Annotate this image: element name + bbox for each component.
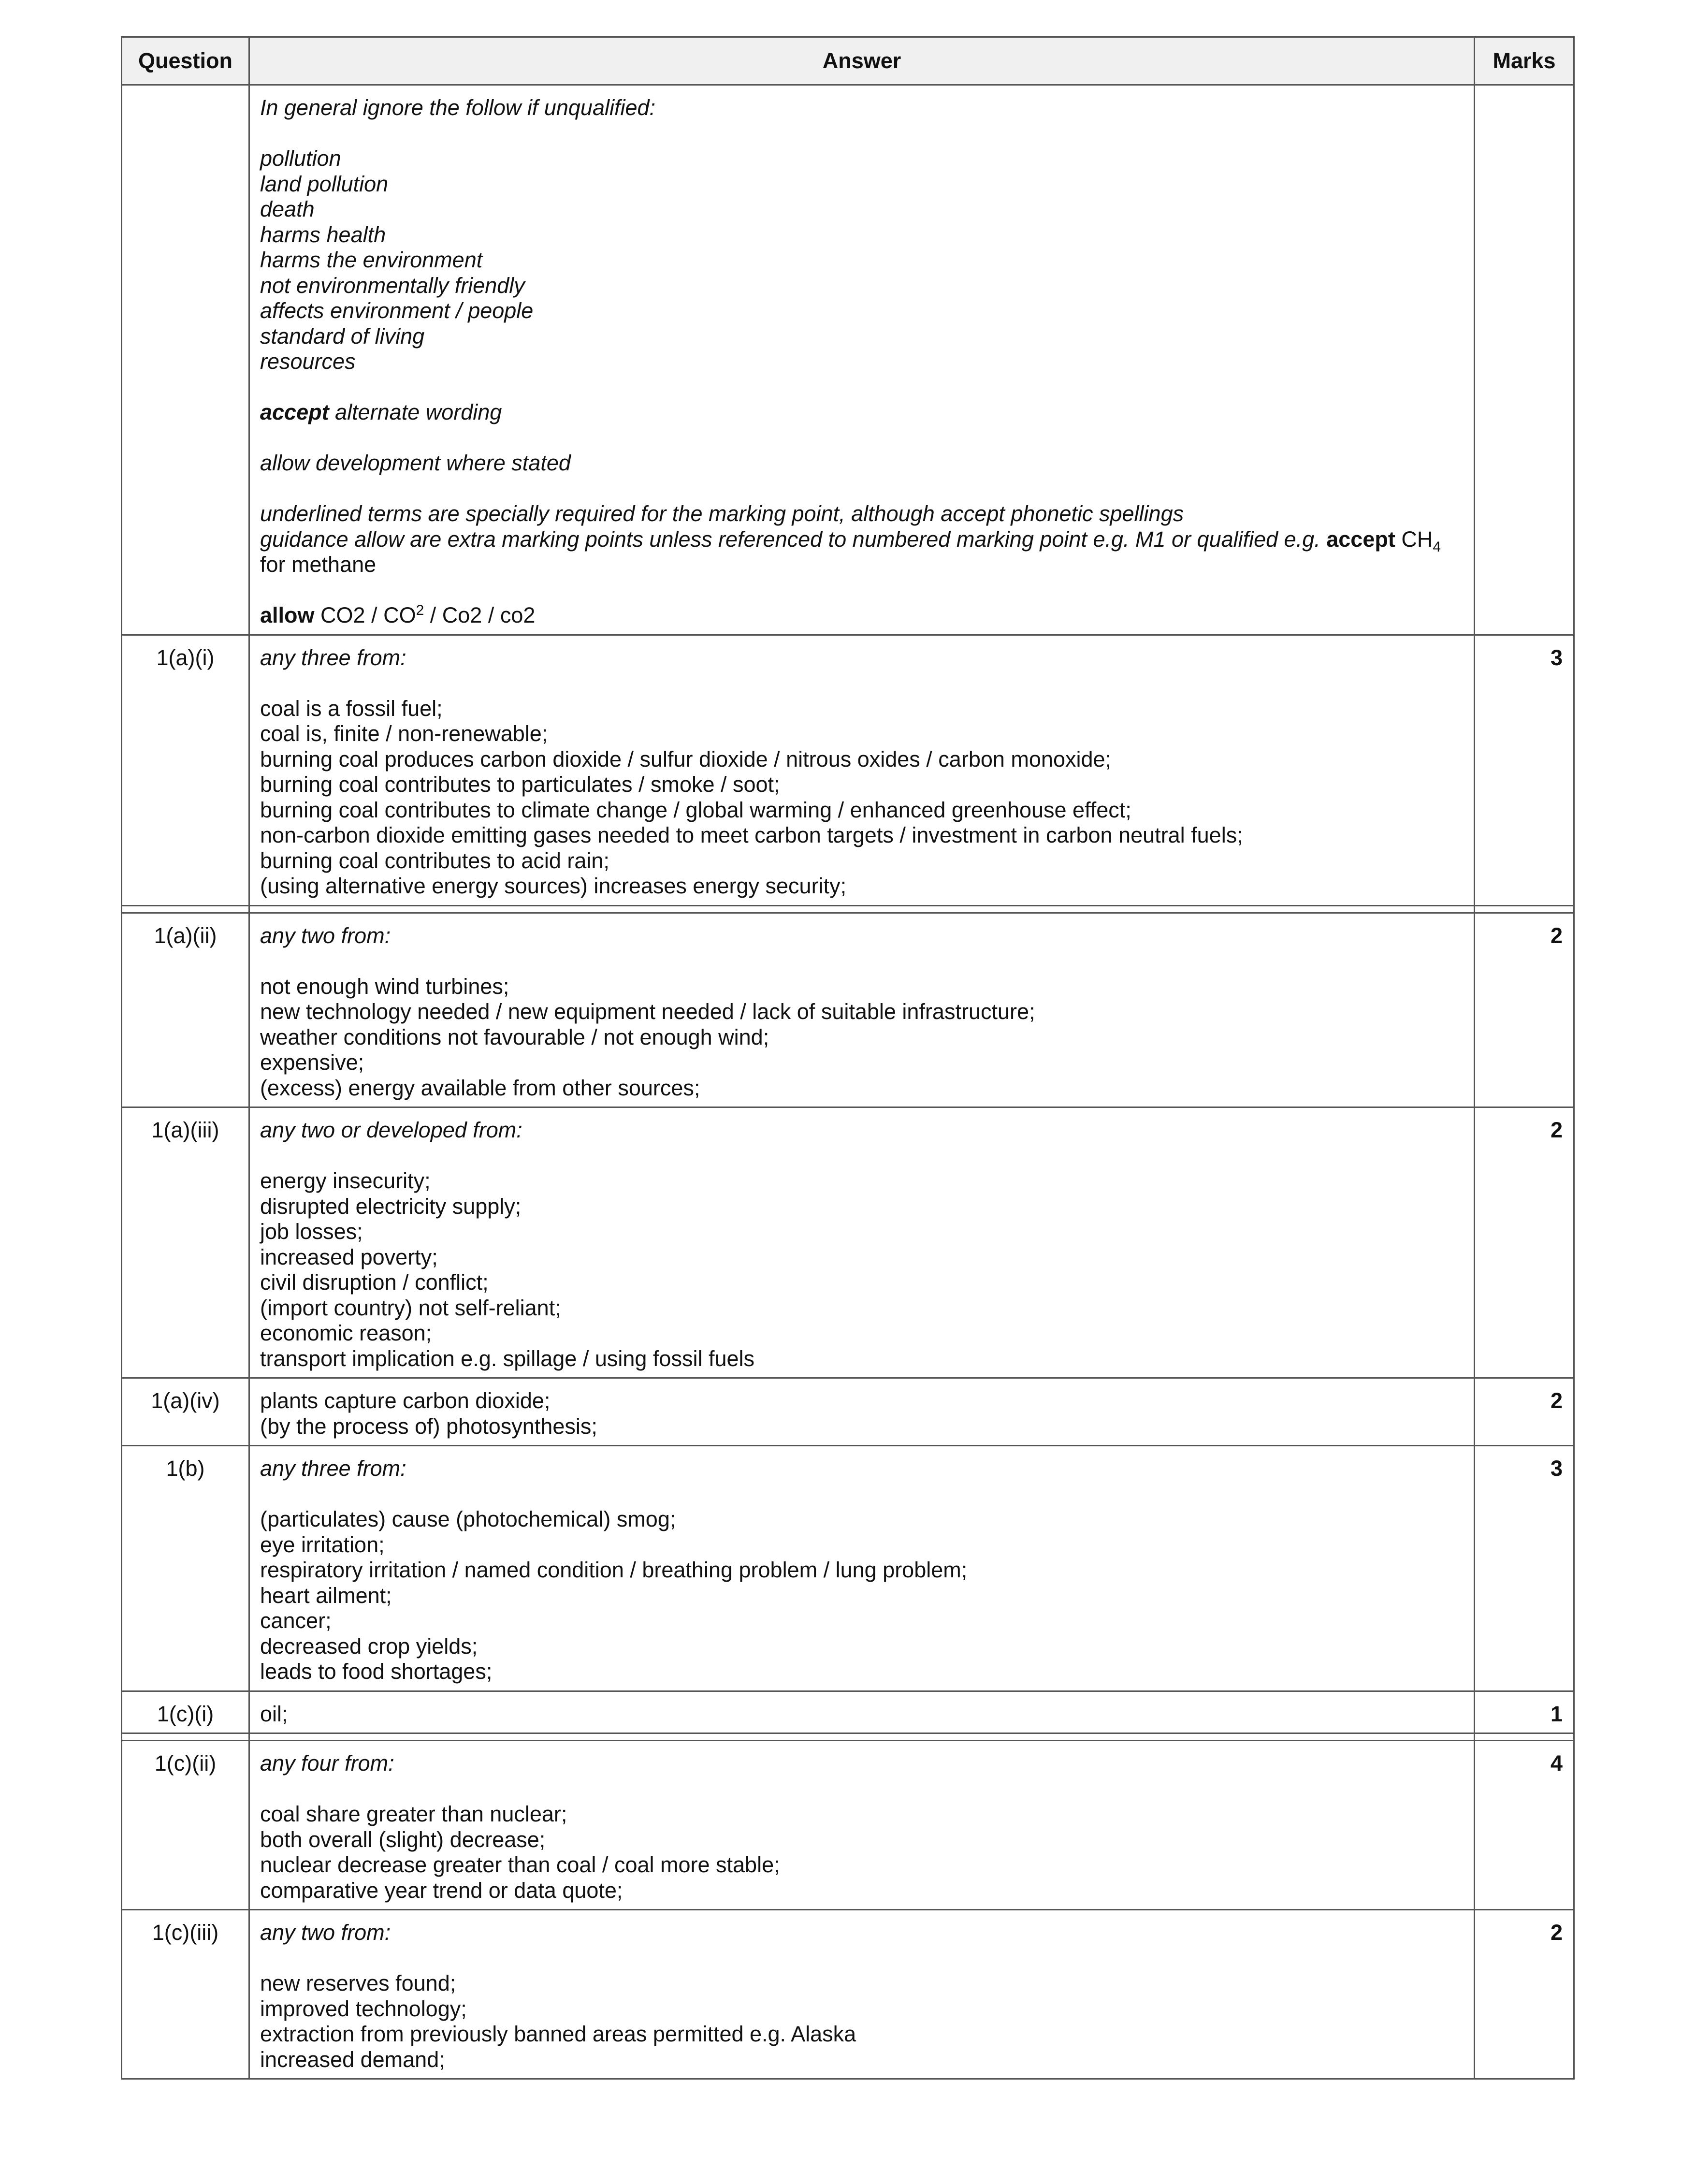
answer-lead: any three from: — [260, 645, 406, 670]
answer-row-1cii — [122, 1741, 1574, 1910]
answer-lead: any two from: — [260, 1920, 391, 1945]
question-cell — [122, 85, 249, 635]
marks-cell — [1475, 85, 1574, 635]
answer-cell — [249, 1378, 1475, 1446]
answer-lead: any two from: — [260, 923, 391, 948]
answer-line: decreased crop yields; — [260, 1633, 478, 1659]
answer-line: respiratory irritation / named condition / breathing problem / lung problem; — [260, 1558, 968, 1582]
answer-line: both overall (slight) decrease; — [260, 1827, 546, 1852]
answer-cell — [249, 1691, 1475, 1733]
answer-row-1ci — [122, 1691, 1574, 1733]
underlined-note: underlined terms are specially required for the marking point, although accept phonetic spellings — [260, 501, 1184, 526]
answer-line: coal share greater than nuclear; — [260, 1802, 567, 1826]
question-cell: 1(c)(iii) — [122, 1910, 249, 2079]
answer-line: improved technology; — [260, 1996, 467, 2021]
ignore-item: harms health — [260, 222, 386, 247]
ignore-item: death — [260, 197, 315, 221]
answer-cell — [249, 1107, 1475, 1378]
accept-note: accept alternate wording — [260, 400, 502, 424]
answer-lead: any two or developed from: — [260, 1118, 522, 1142]
marks-cell: 3 — [1475, 1446, 1574, 1691]
answer-cell — [249, 1910, 1475, 2079]
answer-line: weather conditions not favourable / not enough wind; — [260, 1024, 769, 1049]
answer-lead: any four from: — [260, 1751, 394, 1776]
question-cell: 1(c)(i) — [122, 1691, 249, 1733]
answer-line: extraction from previously banned areas permitted e.g. Alaska — [260, 2022, 856, 2046]
answer-line: transport implication e.g. spillage / using fossil fuels — [260, 1346, 755, 1371]
question-cell: 1(a)(ii) — [122, 913, 249, 1107]
answer-line: oil; — [260, 1701, 288, 1726]
answer-line: eye irritation; — [260, 1532, 385, 1557]
header-marks: Marks — [1475, 37, 1574, 85]
answer-line: (particulates) cause (photochemical) smog; — [260, 1507, 676, 1531]
answer-line: leads to food shortages; — [260, 1659, 493, 1684]
marks-cell: 4 — [1475, 1741, 1574, 1910]
answer-line: plants capture carbon dioxide; — [260, 1388, 551, 1413]
table-separator — [122, 1733, 1574, 1741]
answer-line: cancer; — [260, 1608, 332, 1633]
guidance-note-end: for methane — [260, 552, 377, 577]
answer-row-1ciii — [122, 1910, 1574, 2079]
guidance-intro: In general ignore the follow if unqualified: — [260, 95, 656, 120]
answer-line: nuclear decrease greater than coal / coal more stable; — [260, 1852, 780, 1877]
answer-row-1aii — [122, 913, 1574, 1107]
answer-line: job losses; — [260, 1219, 363, 1244]
answer-row-1aiii — [122, 1107, 1574, 1378]
ignore-item: harms the environment — [260, 248, 483, 272]
guidance-note: guidance allow are extra marking points unless referenced to numbered marking point e.g. M1 or qualified e.g. accept $CH_4$ — [260, 526, 1441, 555]
header-row — [122, 37, 1574, 85]
allow-co2-note: allow $CO2 / CO^2 / Co2 / co2$ — [260, 602, 536, 627]
header-answer: Answer — [249, 37, 1475, 85]
answer-line: economic reason; — [260, 1321, 432, 1345]
answer-line: new technology needed / new equipment needed / lack of suitable infrastructure; — [260, 999, 1035, 1024]
answer-line: increased demand; — [260, 2047, 445, 2072]
question-cell: 1(b) — [122, 1446, 249, 1691]
question-cell: 1(a)(iv) — [122, 1378, 249, 1446]
answer-row-1b — [122, 1446, 1574, 1691]
answer-row-1ai — [122, 635, 1574, 905]
answer-cell — [249, 635, 1475, 905]
answer-cell — [249, 1446, 1475, 1691]
ignore-item: standard of living — [260, 323, 425, 349]
ignore-item: land pollution — [260, 171, 389, 196]
answer-lead: any three from: — [260, 1456, 406, 1481]
answer-line: heart ailment; — [260, 1583, 392, 1608]
mark-scheme-page — [121, 36, 1573, 2080]
marks-cell: 3 — [1475, 635, 1574, 905]
answer-line: coal is, finite / non-renewable; — [260, 721, 548, 746]
answer-line: (using alternative energy sources) increases energy security; — [260, 874, 847, 898]
ignore-item: pollution — [260, 146, 341, 171]
allow-development-note: allow development where stated — [260, 451, 571, 475]
marks-cell: 2 — [1475, 1107, 1574, 1378]
ignore-item: resources — [260, 349, 356, 374]
answer-line: burning coal contributes to climate change / global warming / enhanced greenhouse effect; — [260, 797, 1131, 822]
answer-line: burning coal contributes to particulates / smoke / soot; — [260, 772, 780, 797]
question-cell: 1(c)(ii) — [122, 1741, 249, 1910]
answer-cell — [249, 1741, 1475, 1910]
answer-line: non-carbon dioxide emitting gases needed to meet carbon targets / investment in carbon neutral fuels; — [260, 823, 1243, 847]
table-separator — [122, 905, 1574, 913]
answer-line: burning coal produces carbon dioxide / sulfur dioxide / nitrous oxides / carbon monoxide; — [260, 746, 1112, 772]
answer-line: coal is a fossil fuel; — [260, 696, 443, 721]
answer-line: comparative year trend or data quote; — [260, 1878, 623, 1903]
answer-cell — [249, 913, 1475, 1107]
answer-cell — [249, 85, 1475, 635]
answer-line: increased poverty; — [260, 1244, 438, 1269]
question-cell: 1(a)(i) — [122, 635, 249, 905]
question-cell: 1(a)(iii) — [122, 1107, 249, 1378]
answer-line: (import country) not self-reliant; — [260, 1295, 561, 1320]
answer-line: not enough wind turbines; — [260, 974, 509, 999]
answer-row-1aiv — [122, 1378, 1574, 1446]
answer-line: energy insecurity; — [260, 1168, 431, 1193]
answer-line: disrupted electricity supply; — [260, 1194, 522, 1219]
header-question: Question — [122, 37, 249, 85]
marks-cell: 2 — [1475, 913, 1574, 1107]
answer-line: expensive; — [260, 1050, 364, 1075]
answer-line: new reserves found; — [260, 1971, 456, 1995]
marks-cell: 2 — [1475, 1910, 1574, 2079]
answer-line: civil disruption / conflict; — [260, 1270, 489, 1295]
answer-line: burning coal contributes to acid rain; — [260, 848, 609, 873]
answer-line: (by the process of) photosynthesis; — [260, 1413, 597, 1439]
marks-cell: 2 — [1475, 1378, 1574, 1446]
ignore-item: not environmentally friendly — [260, 273, 525, 298]
mark-scheme-table — [121, 36, 1575, 2080]
general-guidance-row — [122, 85, 1574, 635]
ignore-item: affects environment / people — [260, 298, 534, 323]
answer-line: (excess) energy available from other sources; — [260, 1075, 700, 1100]
marks-cell: 1 — [1475, 1691, 1574, 1733]
